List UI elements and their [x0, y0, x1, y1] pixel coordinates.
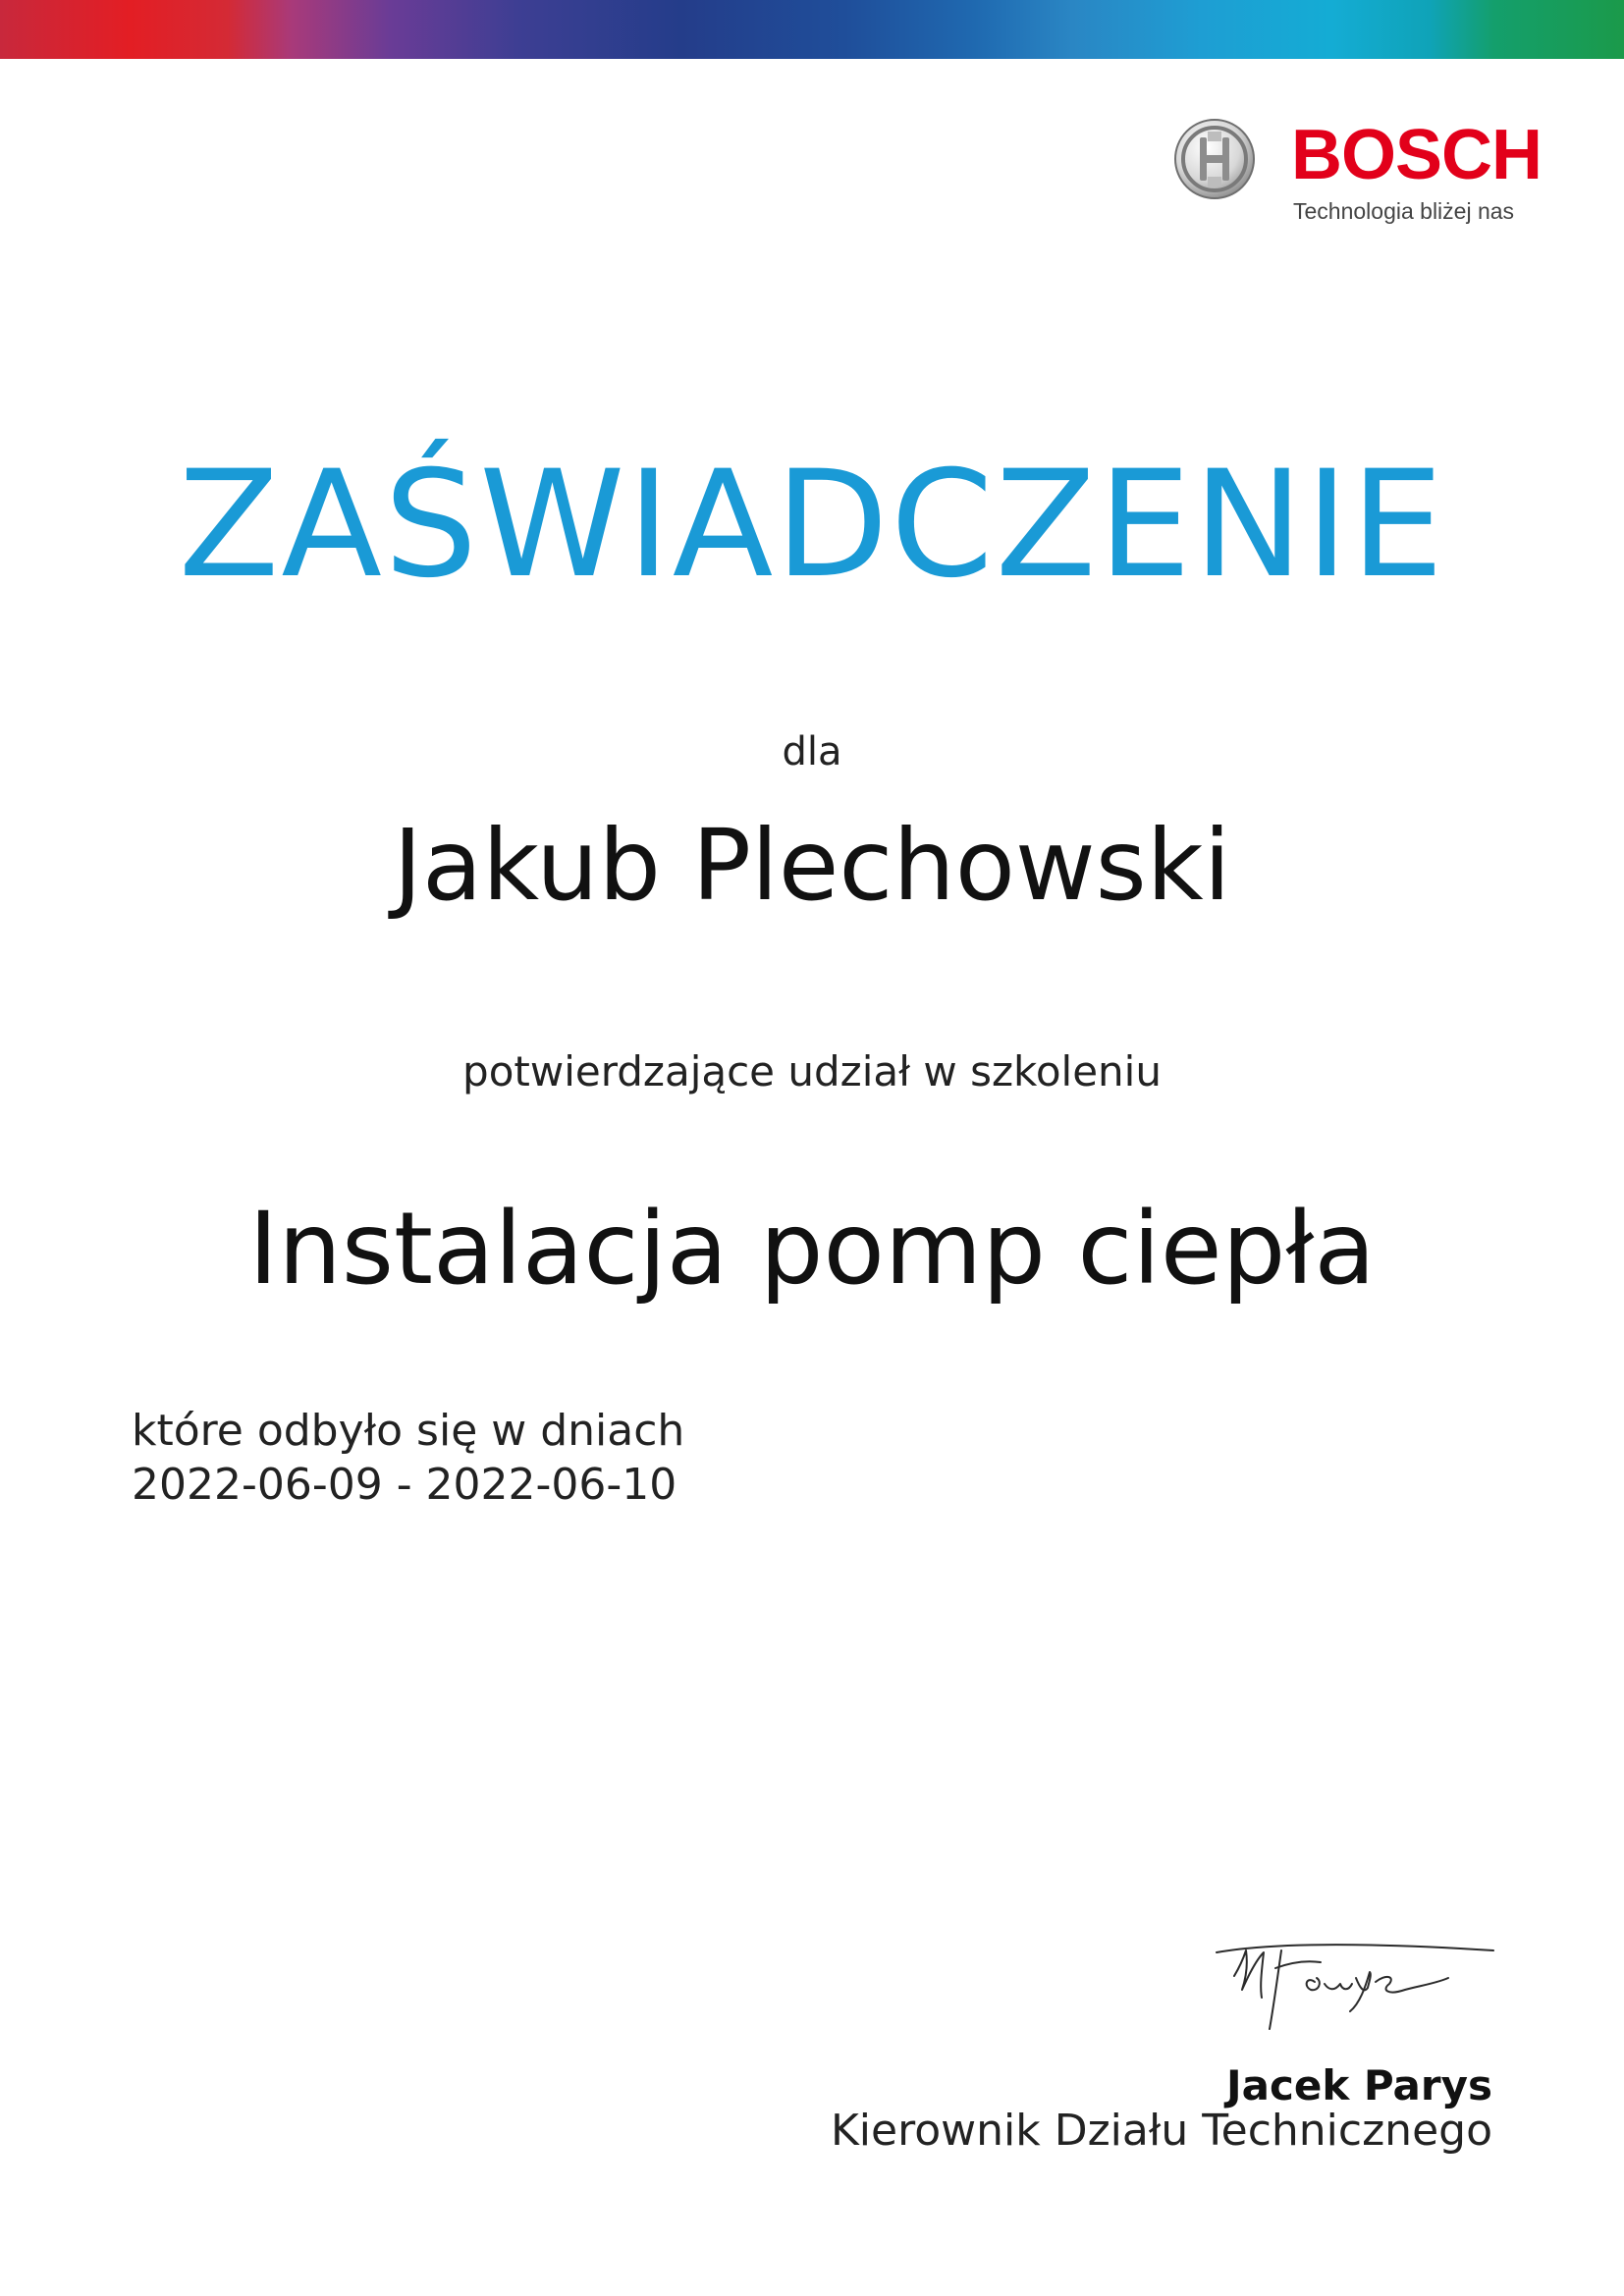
brand-tagline: Technologia bliżej nas [1293, 198, 1515, 224]
handwritten-signature [1213, 1939, 1497, 2037]
bosch-armature-icon [1173, 118, 1256, 200]
signatory-role: Kierownik Działu Technicznego [830, 2106, 1492, 2156]
confirmation-text: potwierdzające udział w szkoleniu [462, 1047, 1162, 1095]
certificate-title: ZAŚWIADCZENIE [178, 440, 1446, 611]
bosch-logo [1173, 116, 1543, 234]
brand-wordmark: BOSCH [1291, 116, 1543, 194]
dates-intro: które odbyło się w dniach [132, 1406, 685, 1456]
signatory-name: Jacek Parys [1226, 2061, 1492, 2109]
top-color-band [0, 0, 1624, 59]
training-dates: 2022-06-09 - 2022-06-10 [132, 1460, 677, 1510]
dates-block [132, 1404, 684, 1512]
for-label: dla [782, 729, 842, 774]
course-name: Instalacja pomp ciepła [248, 1191, 1376, 1308]
recipient-name: Jakub Plechowski [393, 808, 1231, 923]
